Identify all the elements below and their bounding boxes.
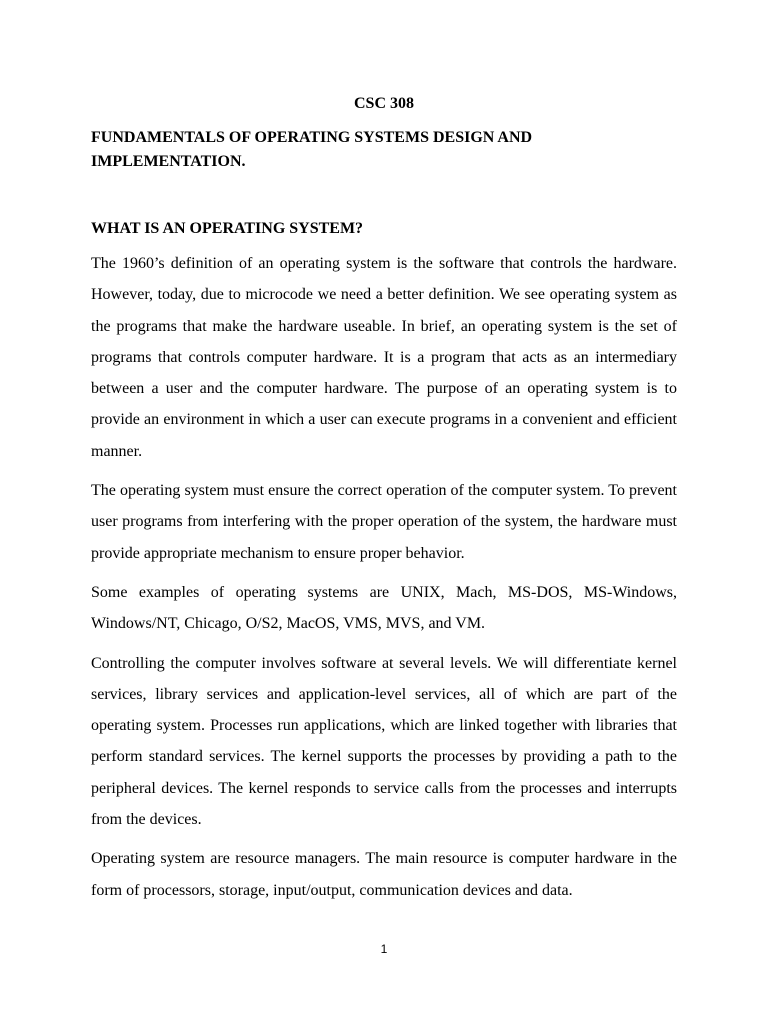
- paragraph-software-levels: Controlling the computer involves software at several levels. We will differentiate kernel services, library services and application-level services, all of which are part of the operating system. Processes run applications, which are linked together with libraries that perform standard services. The kernel supports the processes by providing a path to the peripheral devices. The kernel responds to service calls from the processes and interrupts from the devices.: [91, 654, 677, 829]
- section-heading: WHAT IS AN OPERATING SYSTEM?: [91, 220, 364, 237]
- page-number: 1: [380, 942, 388, 956]
- paragraph-correct-operation: The operating system must ensure the correct operation of the computer system. To prevent user programs from interfering with the proper operation of the system, the hardware must provide appropriate mechanism to ensure proper behavior.: [91, 482, 677, 562]
- course-title: FUNDAMENTALS OF OPERATING SYSTEMS DESIGN AND IMPLEMENTATION.: [91, 129, 533, 170]
- paragraph-resource-managers: Operating system are resource managers. The main resource is computer hardware in the form of processors, storage, input/output, communication devices and data.: [91, 850, 677, 899]
- paragraph-os-definition: The 1960’s definition of an operating system is the software that controls the hardware. However, today, due to microcode we need a better definition. We see operating system as the programs that make the hardware useable. In brief, an operating system is the set of programs that controls computer hardware. It is a program that acts as an intermediary between a user and the computer hardware. The purpose of an operating system is to provide an environment in which a user can execute programs in a convenient and efficient manner.: [91, 255, 677, 460]
- course-code: CSC 308: [353, 95, 414, 112]
- paragraph-os-examples: Some examples of operating systems are UNIX, Mach, MS-DOS, MS-Windows, Windows/NT, Chicago, O/S2, MacOS, VMS, MVS, and VM.: [91, 583, 677, 633]
- page-content: [91, 93, 677, 914]
